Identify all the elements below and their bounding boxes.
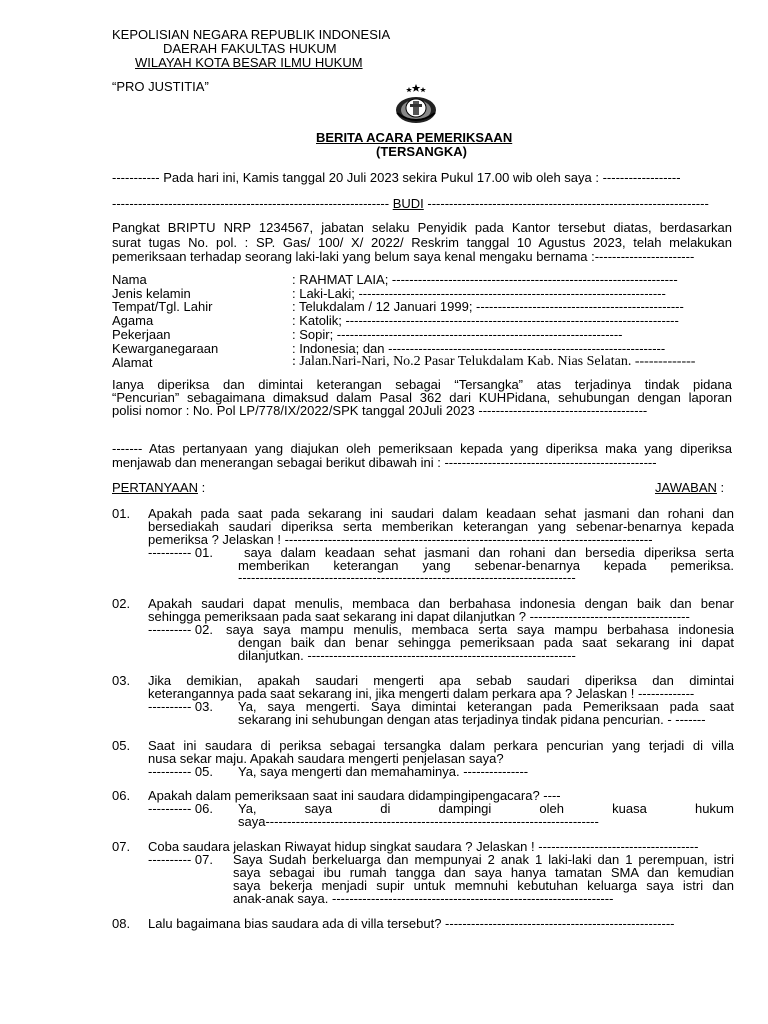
dash-fill: ----------------------------------------------------------------- [427,196,709,211]
question-text: Apakah pada saat pada sekarang ini saudari dalam keadaan sehat jasmani dan rohani dan [148,506,734,521]
identity-value: : Telukdalam / 12 Januari 1999; ------------------------------------------------ [292,299,684,314]
question-text: keterangannya pada saat sekarang ini, jika mengerti dalam perkara apa ? Jelaskan ! ------------- [148,686,695,701]
opening-paragraph-line: pemeriksaan terhadap seorang laki-laki yang belum saya kenal mengaku bernama :----------------------- [112,249,695,264]
answer-number: ---------- 05. [148,764,213,779]
answer-text: Saya Sudah berkeluarga dan mempunyai 2 anak 1 laki-laki dan 1 perempuan, istri [233,852,734,867]
question-column-header [112,480,205,495]
answer-text: memberikan keterangan yang sebenar-benarnya kepada pemeriksa. [238,558,734,573]
question-text: Coba saudara jelaskan Riwayat hidup singkat saudara ? Jelaskan ! ------------------------------------- [148,839,699,854]
answer-text: saya dalam keadaan sehat jasmani dan rohani dan bersedia diperiksa serta [244,545,734,560]
identity-value: : RAHMAT LAIA; ------------------------------------------------------------------ [292,272,678,287]
identity-value: : Indonesia; dan ---------------------------------------------------------------- [292,341,666,356]
officer-name: BUDI [392,196,424,211]
answer-text: Ya, saya di dampingi oleh kuasa hukum [238,801,734,816]
question-number: 05. [112,738,131,753]
question-number: 02. [112,596,131,611]
question-text: bersediakah saudari diperiksa serta memberikan keterangan yang sebenar-benarnya kepada [148,519,734,534]
answer-text: dengan baik dan benar sehingga pemeriksaan pada saat sekarang ini dapat [238,635,734,650]
identity-label: Tempat/Tgl. Lahir [112,299,213,314]
answer-number: ---------- 07. [148,852,213,867]
answer-text: saya bekerja menjadi supir untuk memnuhi kebutuhan keluarga saya istri dan [233,878,734,893]
answer-text: Ya, saya mengerti. Saya dimintai keterangan pada Pemeriksaan pada saat [238,699,734,714]
answer-text: ------------------------------------------------------------------------------ [238,570,576,585]
pro-justitia: “PRO JUSTITIA” [112,79,209,94]
answer-number: ---------- 02. [148,622,213,637]
answer-text: dilanjutkan. -------------------------------------------------------------- [238,648,576,663]
question-number: 08. [112,916,131,931]
answer-number: ---------- 01. [148,545,213,560]
answer-text: sekarang ini sehubungan dengan atas terjadinya tindak pidana pencurian. - ------- [238,712,706,727]
question-text: sehingga pemeriksaan pada saat sekarang ini dapat dilanjutkan ? ------------------------------------- [148,609,690,624]
identity-value: : Sopir; ------------------------------------------------------------------ [292,327,623,342]
answer-text: anak-anak saya. ----------------------------------------------------------------- [233,891,614,906]
header-line-2: DAERAH FAKULTAS HUKUM [163,41,337,56]
identity-value: : Jalan.Nari-Nari, No.2 Pasar Telukdalam Kab. Nias Selatan. ------------- [292,354,696,369]
intro-line: menjawab dan menerangan sebagai berikut dibawah ini : ------------------------------------------------- [112,455,657,470]
question-number: 07. [112,839,131,854]
answer-header-colon: : [716,480,725,495]
identity-label: Kewarganegaraan [112,341,219,356]
identity-label: Alamat [112,355,153,370]
answer-number: ---------- 03. [148,699,213,714]
question-text: Lalu bagaimana bias saudara ada di villa tersebut? ----------------------------------------------------- [148,916,675,931]
answer-text: Ya, saya mengerti dan memahaminya. --------------- [238,764,529,779]
question-number: 01. [112,506,131,521]
dash-fill: ---------------------------------------------------------------- [112,196,390,211]
document-subtitle: (TERSANGKA) [376,144,467,159]
identity-value: : Katolik; ----------------------------------------------------------------------------- [292,313,679,328]
opening-paragraph-line: surat tugas No. pol. : SP. Gas/ 100/ X/ 2022/ Reskrim tanggal 10 Agustus 2023, telah melakukan [112,235,732,250]
document-title: BERITA ACARA PEMERIKSAAN [316,130,513,145]
question-text: Apakah saudari dapat menulis, membaca dan berbahasa indonesia dengan baik dan benar [148,596,734,611]
examination-line: Ianya diperiksa dan dimintai keterangan sebagai “Tersangka” atas terjadinya tindak pidana [112,377,732,392]
officer-line [112,196,722,211]
question-header-label: PERTANYAAN [112,480,198,495]
header-line-3: WILAYAH KOTA BESAR ILMU HUKUM [135,55,363,70]
question-number: 06. [112,788,131,803]
question-text: Apakah dalam pemeriksaan saat ini saudara didampingipengacara? ---- [148,788,561,803]
identity-label: Nama [112,272,147,287]
intro-line: ------- Atas pertanyaan yang diajukan oleh pemeriksaan kepada yang diperiksa maka yang diperiksa [112,441,732,456]
police-emblem-icon [393,83,439,125]
identity-label: Pekerjaan [112,327,171,342]
answer-column-header [655,480,724,495]
opening-paragraph-line: Pangkat BRIPTU NRP 1234567, jabatan selaku Penyidik pada Kantor tersebut diatas, berdasarkan [112,220,732,235]
question-number: 03. [112,673,131,688]
answer-header-label: JAWABAN [655,480,717,495]
question-text: Jika demikian, apakah saudari mengerti apa sebab saudari diperiksa dan dimintai [148,673,734,688]
question-header-colon: : [197,480,206,495]
examination-line: polisi nomor : No. Pol LP/778/IX/2022/SPK tanggal 20Juli 2023 --------------------------------------- [112,403,648,418]
answer-text: saya sebagai ibu rumah tangga dan saya hanya tamatan SMA dan kemudian [233,865,734,880]
answer-text: saya----------------------------------------------------------------------------- [238,814,599,829]
question-text: nusa sekar maju. Apakah saudara mengerti penjelasan saya? [148,751,504,766]
answer-text: saya saya mampu menulis, membaca serta saya mampu berbahasa indonesia [226,622,734,637]
question-text: Saat ini saudara di periksa sebagai tersangka dalam perkara pencurian yang terjadi di villa [148,738,734,753]
identity-value: : Laki-Laki; ----------------------------------------------------------------------- [292,286,666,301]
question-text: pemeriksa ? Jelaskan ! ------------------------------------------------------------------------------------- [148,532,653,547]
answer-number: ---------- 06. [148,801,213,816]
identity-label: Jenis kelamin [112,286,191,301]
examination-line: “Pencurian” sebagaimana dimaksud dalam Pasal 362 dari KUHPidana, sehubungan dengan laporan [112,390,732,405]
header-line-1: KEPOLISIAN NEGARA REPUBLIK INDONESIA [112,27,391,42]
identity-label: Agama [112,313,154,328]
opening-line: ----------- Pada hari ini, Kamis tanggal 20 Juli 2023 sekira Pukul 17.00 wib oleh saya : ------------------ [112,170,681,185]
